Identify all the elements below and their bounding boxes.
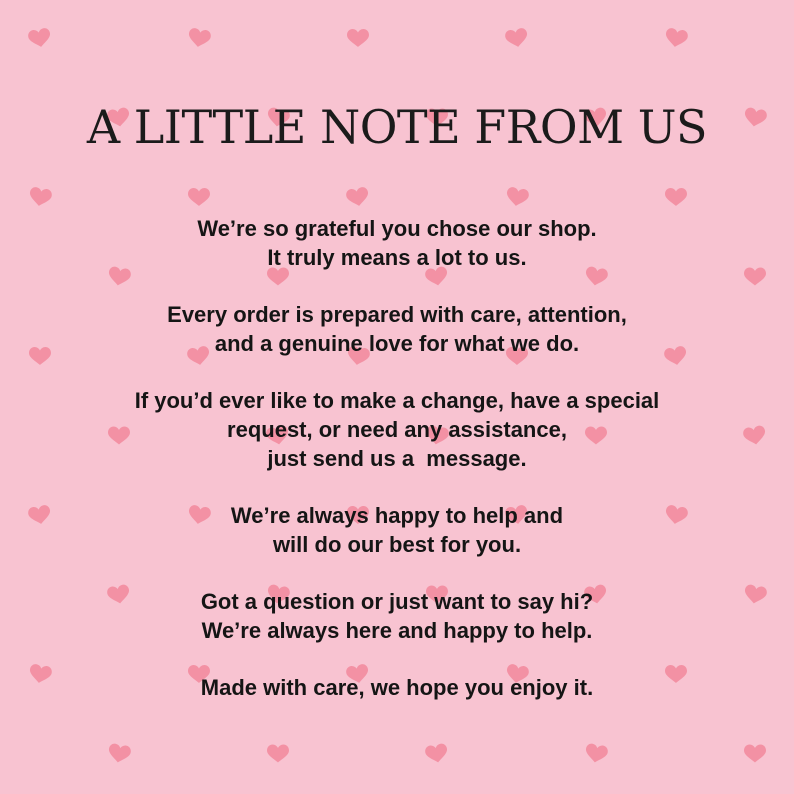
paragraph-thanks [0,214,794,272]
note-line: We’re always happy to help and [230,503,564,528]
note-line: We’re so grateful you chose our shop. [197,216,597,241]
heart-icon [28,186,53,208]
note-title: A LITTLE NOTE FROM US [86,100,708,154]
paragraph-closing [0,673,794,702]
heart-icon [664,27,689,49]
note-line: and a genuine love for what we do. [214,331,580,356]
note-line: Got a question or just want to say hi? [200,589,594,614]
note-line: request, or need any assistance, [227,417,567,442]
note-line: Every order is prepared with care, attention, [167,302,627,327]
heart-icon [665,188,687,206]
note-line: We’re always here and happy to help. [201,618,593,643]
heart-icon [27,27,52,49]
paragraph-help [0,501,794,559]
paragraph-care [0,300,794,358]
heart-icon [345,186,370,208]
note-body [0,214,794,730]
note-line: If you’d ever like to make a change, have a special [134,388,660,413]
paragraph-questions [0,587,794,645]
heart-icon [424,743,449,765]
paragraph-requests [0,386,794,473]
heart-icon [584,743,609,765]
heart-icon [188,188,210,206]
note-line: Made with care, we hope you enjoy it. [200,675,594,700]
heart-icon [347,29,369,47]
heart-icon [107,743,132,765]
note-line: It truly means a lot to us. [267,245,527,270]
heart-icon [744,745,766,763]
heart-icon [504,27,529,49]
note-line: just send us a message. [267,446,527,471]
heart-icon [187,27,212,49]
heart-icon [505,186,530,208]
note-line: will do our best for you. [272,532,522,557]
heart-icon [267,745,289,763]
